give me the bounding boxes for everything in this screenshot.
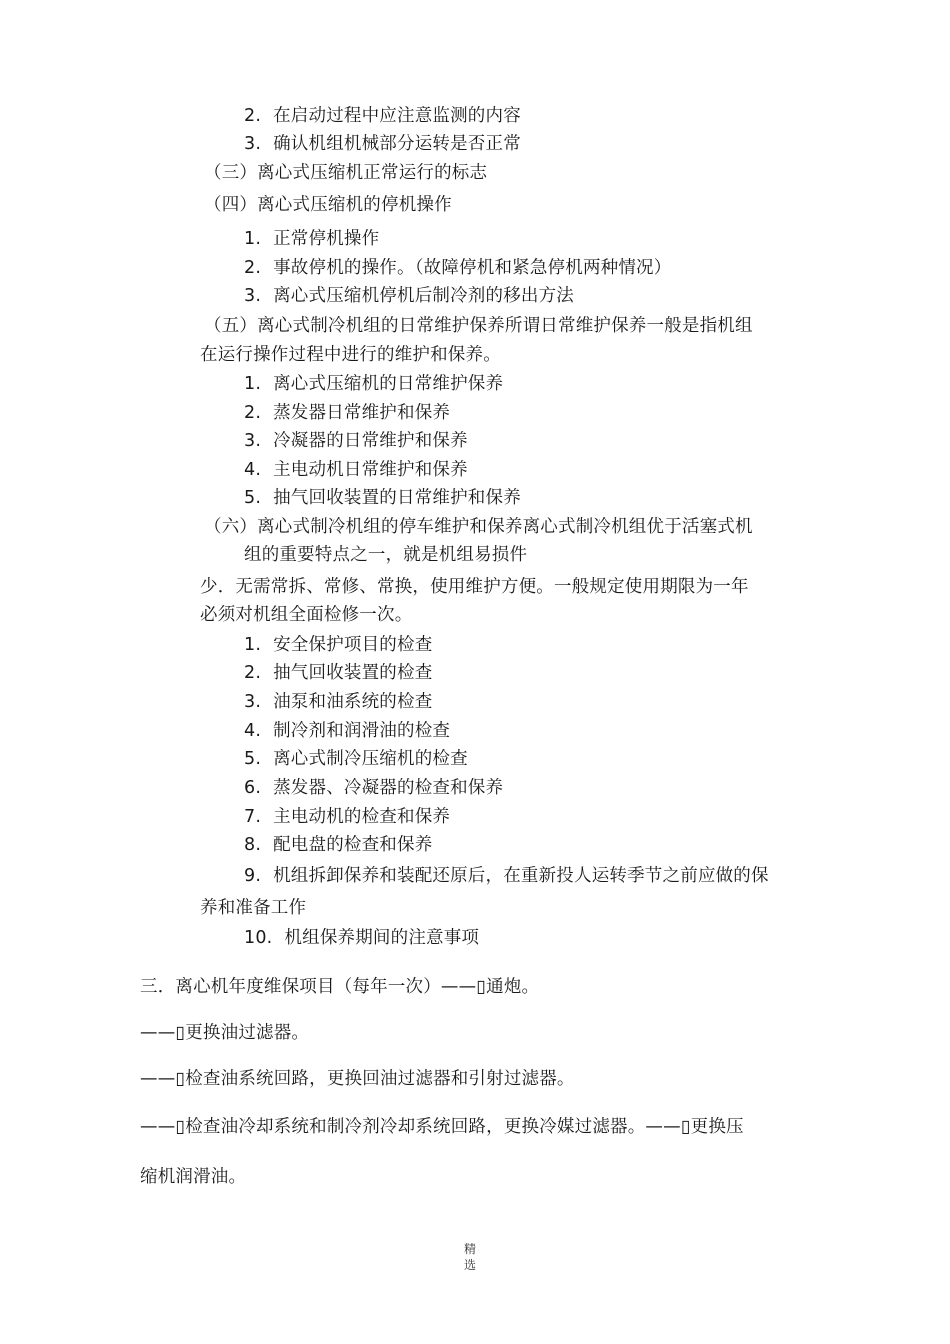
- item-text: 抽气回收装置的检查: [273, 663, 433, 683]
- paragraph-line: 养和准备工作: [200, 898, 307, 918]
- paragraph-line: 组的重要特点之一，就是机组易损件: [244, 545, 528, 565]
- item-text: 事故停机的操作。（故障停机和紧急停机两种情况）: [273, 258, 672, 278]
- list-item: [244, 132, 521, 156]
- item-text: 蒸发器日常维护和保养: [273, 403, 451, 423]
- list-item: [244, 833, 432, 857]
- item-number: 4.: [244, 721, 262, 741]
- list-item: [244, 690, 432, 714]
- item-text: 蒸发器、冷凝器的检查和保养: [273, 778, 504, 798]
- section-heading: （三）离心式压缩机正常运行的标志: [204, 163, 488, 183]
- item-number: 5.: [244, 488, 262, 508]
- item-text: 在启动过程中应注意监测的内容: [273, 106, 521, 126]
- item-text: 机组保养期间的注意事项: [284, 928, 480, 948]
- item-number: 2.: [244, 663, 262, 683]
- list-item: [244, 661, 432, 685]
- item-text: 冷凝器的日常维护和保养: [273, 431, 468, 451]
- list-item: [244, 719, 450, 743]
- page-footer-char: 选: [464, 1258, 477, 1272]
- item-number: 2.: [244, 403, 262, 423]
- paragraph-line: ——▯更换油过滤器。: [140, 1023, 310, 1043]
- paragraph-line: 在运行操作过程中进行的维护和保养。: [200, 345, 501, 365]
- list-item: [244, 401, 450, 425]
- list-item: [244, 633, 432, 657]
- section-heading: （四）离心式压缩机的停机操作: [204, 195, 452, 215]
- list-item: [244, 227, 379, 251]
- paragraph-line: ——▯检查油冷却系统和制冷剂冷却系统回路，更换冷媒过滤器。——▯更换压: [140, 1117, 744, 1137]
- item-number: 2.: [244, 106, 262, 126]
- item-text: 离心式压缩机的日常维护保养: [273, 374, 504, 394]
- item-number: 9.: [244, 866, 262, 886]
- item-number: 3.: [244, 134, 262, 154]
- list-item: [244, 256, 671, 280]
- paragraph-line: 少．无需常拆、常修、常换，使用维护方便。一般规定使用期限为一年: [200, 577, 749, 597]
- item-number: 10.: [244, 928, 273, 948]
- item-text: 油泵和油系统的检查: [273, 692, 433, 712]
- section-heading: （六）离心式制冷机组的停车维护和保养离心式制冷机组优于活塞式机: [204, 517, 753, 537]
- item-text: 主电动机的检查和保养: [273, 807, 451, 827]
- section-heading: （五）离心式制冷机组的日常维护保养所谓日常维护保养一般是指机组: [204, 316, 753, 336]
- item-number: 4.: [244, 460, 262, 480]
- item-number: 6.: [244, 778, 262, 798]
- list-item: [244, 372, 503, 396]
- item-text: 离心式压缩机停机后制冷剂的移出方法: [273, 286, 575, 306]
- item-text: 抽气回收装置的日常维护和保养: [273, 488, 521, 508]
- paragraph-line: ——▯检查油系统回路，更换回油过滤器和引射过滤器。: [140, 1069, 575, 1089]
- list-item: [244, 926, 479, 950]
- paragraph-line: 必须对机组全面检修一次。: [200, 605, 413, 625]
- list-item: [244, 284, 574, 308]
- list-item: [244, 429, 468, 453]
- item-number: 8.: [244, 835, 262, 855]
- item-text: 确认机组机械部分运转是否正常: [273, 134, 521, 154]
- section-heading: 三．离心机年度维保项目（每年一次）——▯通炮。: [140, 977, 540, 997]
- item-number: 3.: [244, 431, 262, 451]
- item-number: 1.: [244, 229, 262, 249]
- item-number: 5.: [244, 749, 262, 769]
- item-number: 1.: [244, 635, 262, 655]
- item-text: 制冷剂和润滑油的检查: [273, 721, 451, 741]
- list-item: [244, 864, 769, 888]
- list-item: [244, 776, 503, 800]
- item-text: 主电动机日常维护和保养: [273, 460, 468, 480]
- list-item: [244, 104, 521, 128]
- list-item: [244, 747, 468, 771]
- item-text: 离心式制冷压缩机的检查: [273, 749, 468, 769]
- paragraph-line: 缩机润滑油。: [140, 1167, 247, 1187]
- item-number: 3.: [244, 286, 262, 306]
- item-text: 机组拆卸保养和装配还原后，在重新投人运转季节之前应做的保: [273, 866, 769, 886]
- item-text: 安全保护项目的检查: [273, 635, 433, 655]
- item-text: 配电盘的检查和保养: [273, 835, 433, 855]
- list-item: [244, 458, 468, 482]
- item-number: 2.: [244, 258, 262, 278]
- item-text: 正常停机操作: [273, 229, 380, 249]
- page-footer-char: 精: [464, 1242, 477, 1256]
- item-number: 1.: [244, 374, 262, 394]
- list-item: [244, 805, 450, 829]
- list-item: [244, 486, 521, 510]
- item-number: 7.: [244, 807, 262, 827]
- item-number: 3.: [244, 692, 262, 712]
